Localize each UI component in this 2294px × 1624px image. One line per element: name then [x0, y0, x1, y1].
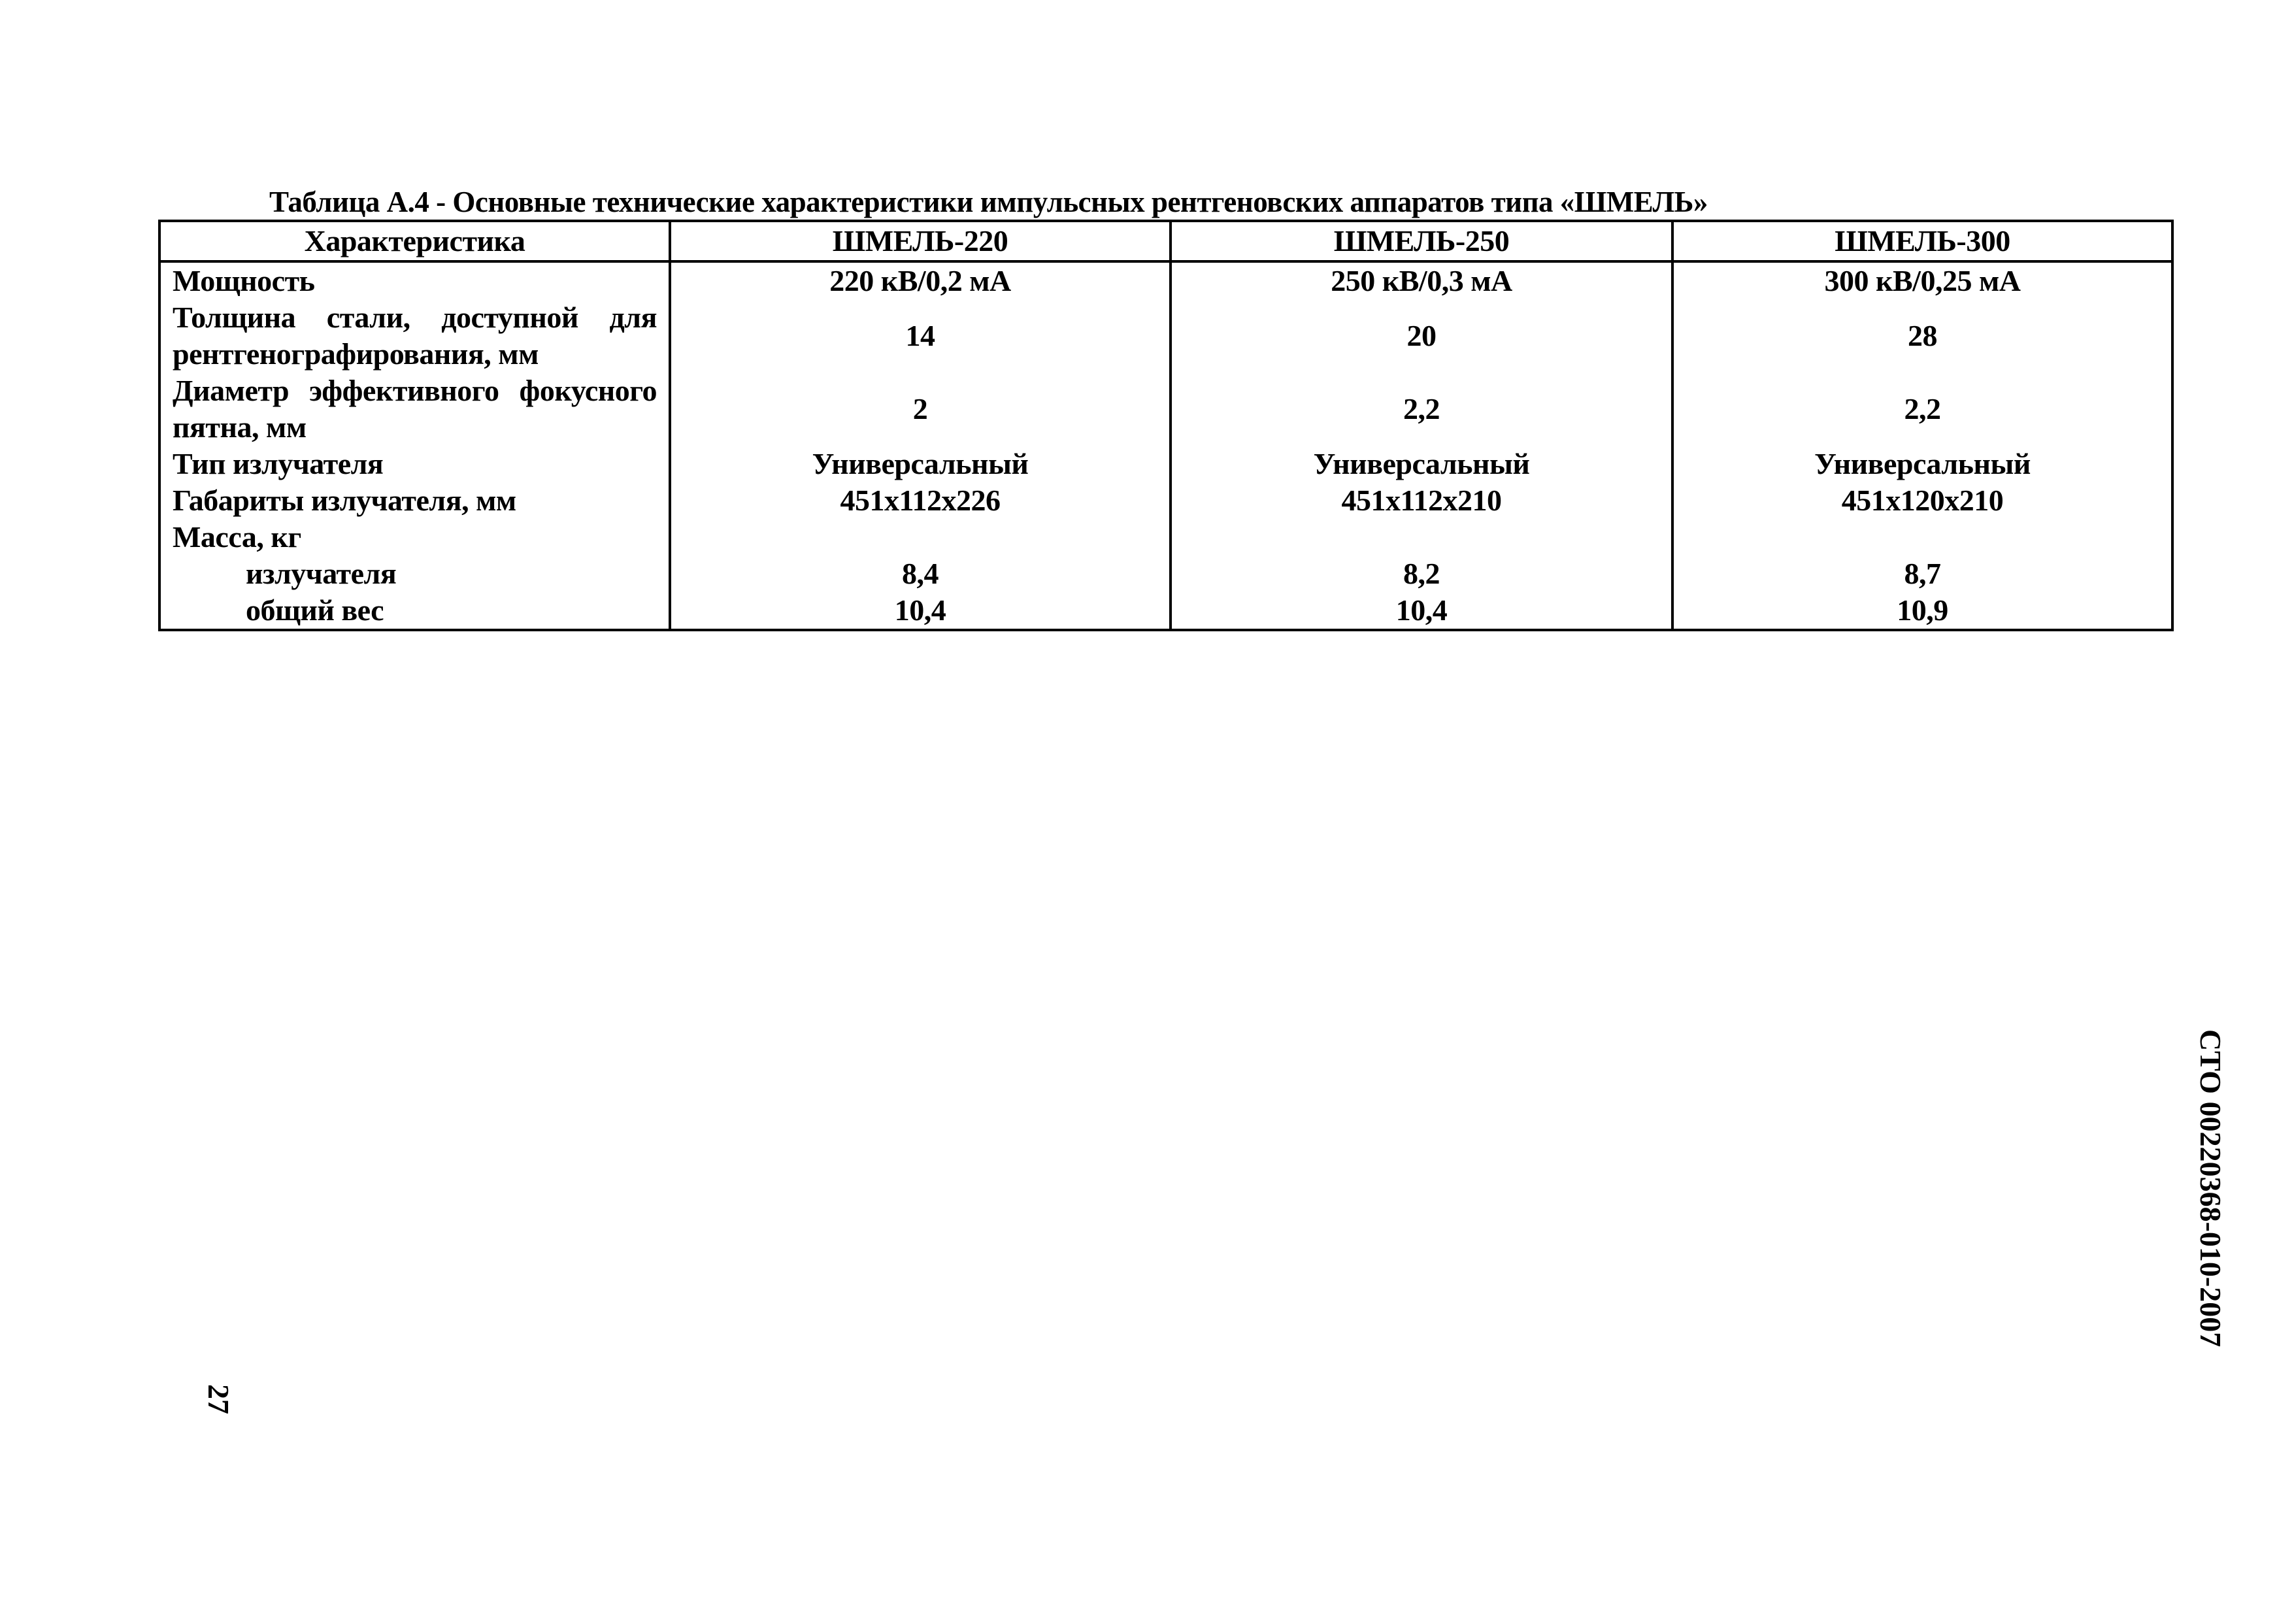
header-shmel-250: ШМЕЛЬ-250 [1171, 221, 1672, 261]
cell-value: 10,9 [1672, 592, 2172, 630]
cell-value: 10,4 [1171, 592, 1672, 630]
table-row-steel-thickness [159, 299, 2172, 373]
row-label: Габариты излучателя, мм [159, 482, 670, 519]
cell-value: 250 кВ/0,3 мА [1171, 261, 1672, 299]
cell-value: 8,7 [1672, 555, 2172, 592]
cell-value: 8,2 [1171, 555, 1672, 592]
row-label: излучателя [159, 555, 670, 592]
cell-value [1672, 519, 2172, 555]
row-label: Толщина стали, доступной для рентгенографирования, мм [159, 299, 670, 373]
cell-value: 2 [670, 373, 1171, 446]
cell-value: 28 [1672, 299, 2172, 373]
cell-value: 10,4 [670, 592, 1171, 630]
cell-value: 451x112x226 [670, 482, 1171, 519]
cell-value: 2,2 [1171, 373, 1672, 446]
cell-value: Универсальный [670, 446, 1171, 482]
table-row-power [159, 261, 2172, 299]
specifications-table [158, 220, 2174, 631]
cell-value [1171, 519, 1672, 555]
header-shmel-220: ШМЕЛЬ-220 [670, 221, 1171, 261]
row-label: Мощность [159, 261, 670, 299]
cell-value: 300 кВ/0,25 мА [1672, 261, 2172, 299]
header-shmel-300: ШМЕЛЬ-300 [1672, 221, 2172, 261]
table-row-mass-total [159, 592, 2172, 630]
cell-value: 20 [1171, 299, 1672, 373]
cell-value: 451x112x210 [1171, 482, 1672, 519]
cell-value: 220 кВ/0,2 мА [670, 261, 1171, 299]
cell-value: Универсальный [1672, 446, 2172, 482]
cell-value: Универсальный [1171, 446, 1672, 482]
cell-value: 8,4 [670, 555, 1171, 592]
document-code: СТО 00220368-010-2007 [2194, 1029, 2227, 1348]
table-row-emitter-dimensions [159, 482, 2172, 519]
table-row-focal-spot [159, 373, 2172, 446]
cell-value: 14 [670, 299, 1171, 373]
table-caption: Таблица А.4 - Основные технические характеристики импульсных рентгеновских аппаратов типа «ШМЕЛЬ» [269, 186, 1708, 218]
table-row-mass [159, 519, 2172, 555]
row-label: общий вес [159, 592, 670, 630]
page-number: 27 [202, 1384, 235, 1414]
cell-value: 451x120x210 [1672, 482, 2172, 519]
table-row-emitter-type [159, 446, 2172, 482]
header-characteristic: Характеристика [159, 221, 670, 261]
row-label: Тип излучателя [159, 446, 670, 482]
cell-value: 2,2 [1672, 373, 2172, 446]
row-label: Масса, кг [159, 519, 670, 555]
table-row-mass-emitter [159, 555, 2172, 592]
cell-value [670, 519, 1171, 555]
table-header-row [159, 221, 2172, 261]
row-label: Диаметр эффективного фокусного пятна, мм [159, 373, 670, 446]
